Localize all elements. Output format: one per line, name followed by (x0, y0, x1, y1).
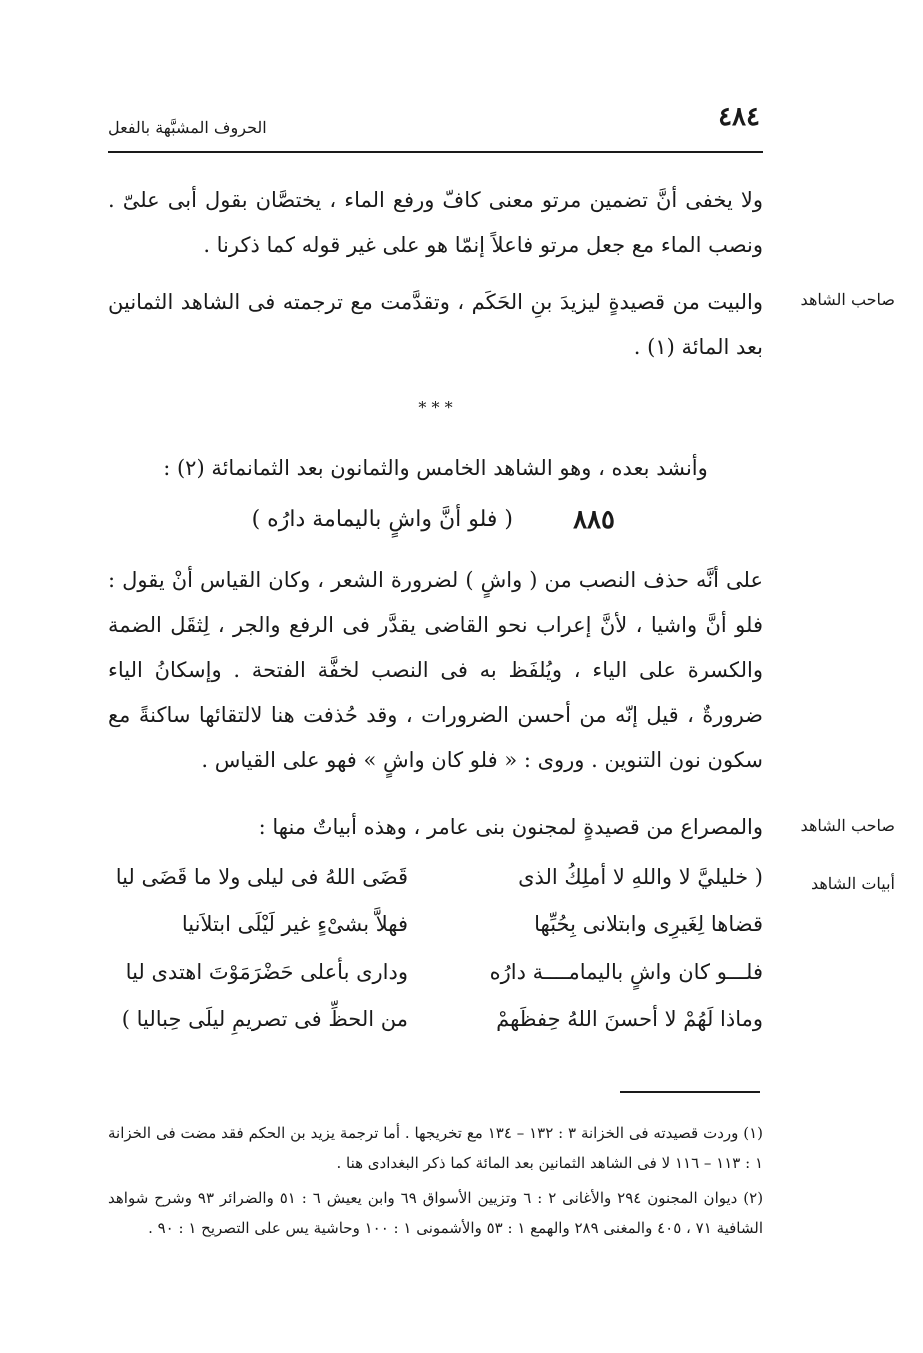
section-separator: * * * (418, 398, 453, 417)
shahid-number: ٨٨٥ (573, 505, 615, 535)
verse-first-hemistich: قضاها لِغَيرِى وابتلانى بِحُبِّها (534, 912, 763, 936)
paragraph-4: والمصراع من قصيدةٍ لمجنون بنى عامر ، وهذه أبياتٌ منها : (258, 815, 763, 839)
paragraph-1: ولا يخفى أنَّ تضمين مرتو معنى كافّ ورفع الماء ، يختصَّان بقول أبى علىّ . ونصب الماء مع جعل مرتو فاعلاً إنمّا هو على غير قوله كما ذكرنا . (108, 188, 763, 257)
verse-second-hemistich: قَضَى اللهُ فى ليلى ولا ما قَضَى ليا (115, 865, 408, 889)
footnote-rule (620, 1091, 760, 1093)
verse-first-hemistich: ( خليليَّ لا واللهِ لا أملِكُ الذى (518, 865, 763, 889)
verse-second-hemistich: ودارى بأعلى حَضْرَمَوْتَ اهتدى ليا (125, 960, 408, 984)
shahid-intro: وأنشد بعده ، وهو الشاهد الخامس والثمانون بعد الثمانمائة (٢) : (163, 456, 708, 480)
margin-note-abyat: أبيات الشاهد (810, 874, 895, 893)
verse-row (108, 960, 763, 1004)
shahid-text: ( فلو أنَّ واشٍ باليمامة دارُه ) (251, 507, 513, 532)
page-number: ٤٨٤ (718, 102, 760, 132)
verse-first-hemistich: فلـــو كان واشٍ باليمامــــة دارُه (489, 960, 763, 984)
verse-second-hemistich: فهلاَّ بشىْءٍ غير لَيْلَى ابتلاَنيا (181, 912, 408, 936)
header-rule (108, 151, 763, 153)
verse-row (108, 865, 763, 909)
margin-note-sahib-2: صاحب الشاهد (800, 816, 895, 835)
verse-row (108, 1007, 763, 1051)
footnote-1: (١) وردت قصيدته فى الخزانة ٣ : ١٣٢ – ١٣٤ مع تخريجها . أما ترجمة يزيد بن الحكم فقد مضت فى الخزانة ١ : ١١٣ – ١١٦ لا فى الشاهد الثمانين بعد المائة كما ذكر البغدادى هنا . (108, 1124, 764, 1172)
running-head: الحروف المشبَّهة بالفعل (108, 118, 267, 137)
shahid-example (108, 505, 763, 545)
verse-second-hemistich: من الحظِّ فى تصريمِ ليلَى حِباليا ) (121, 1007, 408, 1031)
verse-first-hemistich: وماذا لَهُمْ لا أحسنَ اللهُ حِفظَهمْ (496, 1007, 763, 1031)
paragraph-2: والبيت من قصيدةٍ ليزيدَ بنِ الحَكَم ، وتقدَّمت مع ترجمته فى الشاهد الثمانين بعد المائة (١) . (108, 290, 763, 359)
verse-row (108, 912, 763, 956)
footnote-2: (٢) ديوان المجنون ٢٩٤ والأغانى ٢ : ٦ وتزيين الأسواق ٦٩ وابن يعيش ٦ : ٥١ والضرائر ٩٣ وشرح شواهد الشافية ٧١ ، ٤٠٥ والمغنى ٢٨٩ والهمع ١ : ٥٣ والأشمونى ١ : ١٠٠ وحاشية يس على التصريح ١ : ٩٠ . (108, 1189, 764, 1237)
paragraph-3: على أنَّه حذف النصب من ( واشٍ ) لضرورة الشعر ، وكان القياس أنْ يقول : فلو أنَّ واشيا ، لأنَّ إعراب نحو القاضى يقدَّر فى الرفع والجر ، لِثقَل الضمة والكسرة على الياء ، ويُلفَظ به فى النصب لخفَّة الفتحة . وإسكانُ الياء ضرورةٌ ، قيل إنّه من أحسن الضرورات ، وقد حُذفت هنا لالتقائها ساكنةً مع سكون نون التنوين . وروى : « فلو كان واشٍ » فهو على القياس . (108, 568, 763, 772)
margin-note-sahib-1: صاحب الشاهد (800, 290, 895, 309)
